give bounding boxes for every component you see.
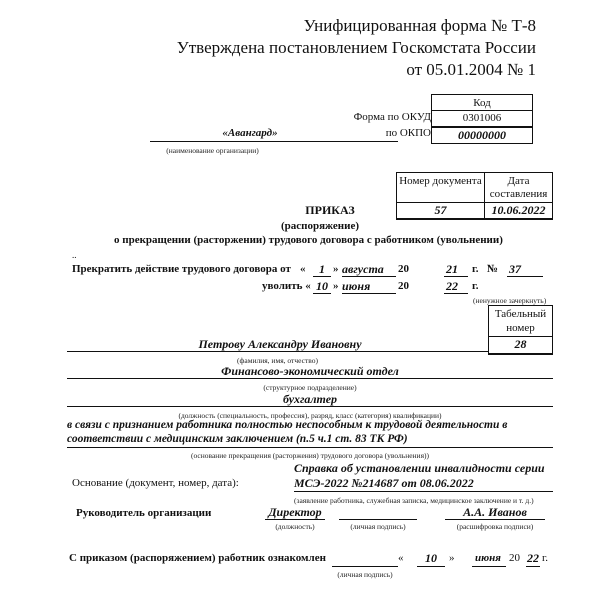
basis-caption: (заявление работника, служебная записка, медицинское заключение и т. д.): [294, 496, 534, 505]
stray-mark: ..: [72, 250, 77, 260]
head-position-caption: (должность): [275, 522, 315, 531]
organization-name: «Авангард»: [222, 127, 278, 139]
doc-number-header: Номер документа: [397, 173, 485, 203]
terminate-label: Прекратить действие трудового договора от: [72, 263, 291, 275]
basis-line-1: Справка об установлении инвалидности серии: [294, 461, 545, 475]
ack-year: 22: [527, 551, 539, 565]
approved-by: Утверждена постановлением Госкомстата России: [176, 38, 536, 57]
dismiss-year: 22: [446, 279, 458, 293]
head-signature-caption: (личная подпись): [350, 522, 406, 531]
position-caption: (должность (специальность, профессия), разряд, класс (категория) квалификации): [178, 411, 442, 420]
ack-day: 10: [425, 551, 437, 565]
basis-label: Основание (документ, номер, дата):: [72, 477, 239, 489]
reason-line-2: соответствии с медицинским заключением (п.5 ч.1 ст. 83 ТК РФ): [67, 433, 408, 445]
ack-signature-caption: (личная подпись): [337, 570, 393, 579]
tab-number-header: Табельный номер: [489, 306, 553, 337]
tab-number-table: [488, 305, 553, 355]
tab-number: 28: [489, 337, 553, 354]
codes-table: [431, 94, 533, 144]
strike-caption: (ненужное зачеркнуть): [473, 296, 547, 305]
okpo-value: 00000000: [432, 127, 533, 144]
contract-month: августа: [342, 262, 384, 276]
document-table: [396, 172, 553, 220]
doc-date: 10.06.2022: [485, 203, 553, 220]
employee-name: Петрову Александру Ивановну: [198, 337, 362, 351]
dismiss-month: июня: [342, 279, 371, 293]
contract-day: 1: [319, 262, 325, 276]
basis-line-2: МСЭ-2022 №214687 от 08.06.2022: [294, 476, 474, 490]
form-title: Унифицированная форма № Т-8: [303, 16, 536, 35]
ack-signature-line[interactable]: [332, 566, 398, 567]
department-caption: (структурное подразделение): [263, 383, 357, 392]
doc-number: 57: [397, 203, 485, 220]
okud-value: 0301006: [432, 111, 533, 127]
dismiss-label: уволить «: [262, 280, 311, 292]
contract-year: 21: [446, 262, 458, 276]
employee-name-caption: (фамилия, имя, отчество): [237, 356, 318, 365]
head-signature-line[interactable]: [339, 519, 417, 520]
code-header: Код: [432, 95, 533, 111]
department: Финансово-экономический отдел: [221, 364, 399, 378]
contract-number: 37: [509, 262, 521, 276]
position: бухгалтер: [282, 392, 338, 406]
approved-date: от 05.01.2004 № 1: [406, 60, 536, 79]
head-label: Руководитель организации: [76, 507, 212, 519]
order-subtitle: (распоряжение): [280, 220, 359, 232]
reason-caption: (основание прекращения (расторжения) трудового договора (увольнения)): [190, 451, 430, 460]
dismiss-day: 10: [316, 279, 328, 293]
ack-month: июня: [475, 552, 501, 564]
head-name-caption: (расшифровка подписи): [456, 522, 534, 531]
okpo-label: по ОКПО: [385, 127, 431, 139]
doc-date-header: Дата составления: [485, 173, 553, 203]
reason-line-1: в связи с признанием работника полностью неспособным к трудовой деятельности в: [67, 419, 508, 431]
order-title: ПРИКАЗ: [305, 203, 355, 217]
head-position: Директор: [268, 505, 322, 519]
head-name: А.А. Иванов: [463, 505, 527, 519]
okud-label: Форма по ОКУД: [353, 111, 431, 123]
order-description: о прекращении (расторжении) трудового договора с работником (увольнении): [114, 234, 503, 246]
organization-caption: (наименование организации): [166, 146, 259, 155]
ack-label: С приказом (распоряжением) работник ознакомлен: [69, 552, 326, 564]
